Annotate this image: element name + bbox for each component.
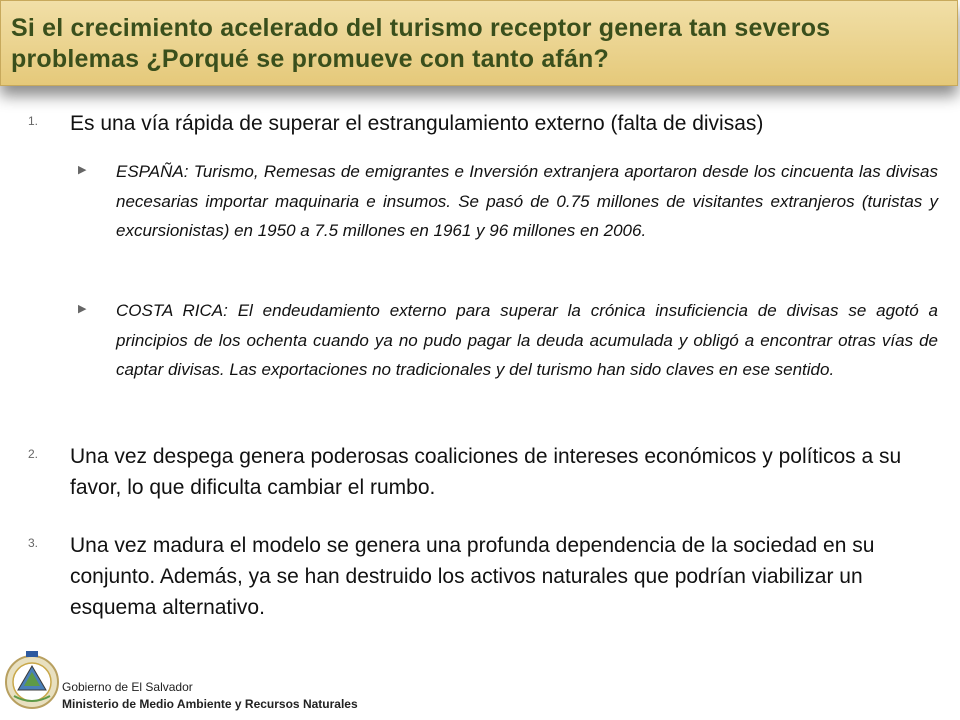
numbered-item-1 xyxy=(28,108,938,139)
bullet-text: COSTA RICA: El endeudamiento externo para superar la crónica insuficiencia de divisas se agotó a principios de los ochenta cuando ya no pudo pagar la deuda acumulada y obligó a encontrar otras vías de captar divisas. Las exportaciones no tradicionales y del turismo han sido claves en ese sentido. xyxy=(116,301,938,379)
numbered-item-2 xyxy=(28,441,938,503)
item-number: 1. xyxy=(28,114,39,128)
triangle-right-icon: ▶ xyxy=(78,303,87,315)
item-text: Es una vía rápida de superar el estrangulamiento externo (falta de divisas) xyxy=(70,112,764,135)
numbered-item-3 xyxy=(28,530,938,623)
item-text: Una vez despega genera poderosas coaliciones de intereses económicos y políticos a su favor, lo que dificulta cambiar el rumbo. xyxy=(70,445,902,499)
title-banner xyxy=(0,0,958,86)
item-number: 2. xyxy=(28,447,39,461)
item-text: Una vez madura el modelo se genera una profunda dependencia de la sociedad en su conjunto. Además, ya se han destruido los activos naturales que podrían viabilizar un esquema alternativo. xyxy=(70,534,875,619)
el-salvador-seal-icon xyxy=(4,646,62,714)
triangle-right-icon: ▶ xyxy=(78,164,87,176)
slide-title: Si el crecimiento acelerado del turismo receptor genera tan severos problemas ¿Porqué se promueve con tanto afán? xyxy=(11,14,831,73)
footer-ministry: Ministerio de Medio Ambiente y Recursos Naturales xyxy=(62,697,358,711)
footer xyxy=(4,646,424,718)
bullet-item-costa-rica xyxy=(78,296,938,385)
footer-government: Gobierno de El Salvador xyxy=(62,680,193,694)
bullet-text: ESPAÑA: Turismo, Remesas de emigrantes e Inversión extranjera aportaron desde los cincuenta las divisas necesarias importar maquinaria e insumos. Se pasó de 0.75 millones de visitantes extranjeros (turistas y excursionistas) en 1950 a 7.5 millones en 1961 y 96 millones en 2006. xyxy=(116,162,938,240)
bullet-item-espana xyxy=(78,157,938,246)
item-number: 3. xyxy=(28,536,39,550)
